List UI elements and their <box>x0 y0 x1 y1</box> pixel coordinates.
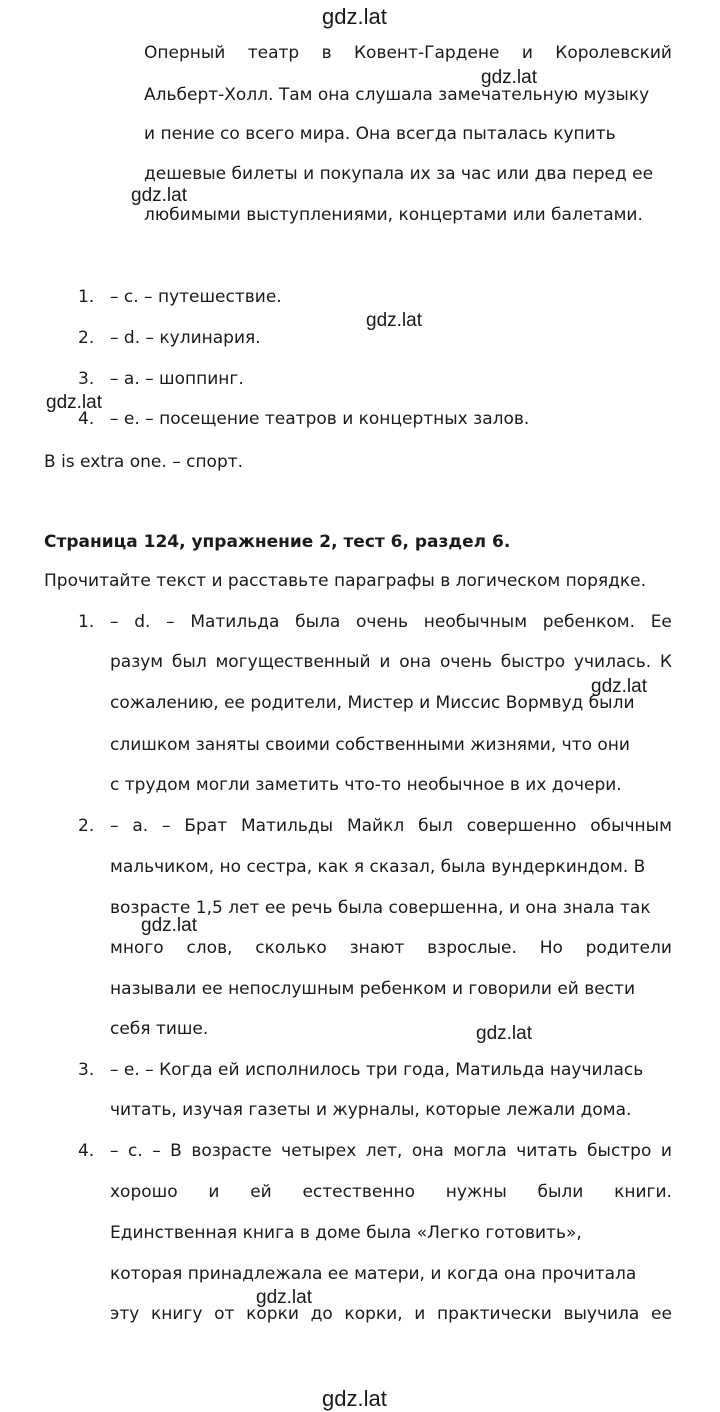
word: a. <box>132 816 149 836</box>
word: сколько <box>255 938 327 958</box>
section-instruction: Прочитайте текст и расставьте параграфы в логическом порядке. <box>44 571 647 591</box>
watermark: gdz.lat <box>476 1023 532 1044</box>
paragraph-line <box>110 1143 672 1160</box>
word: d. <box>134 612 151 632</box>
paragraph-line: называли ее непослушным ребенком и говорили ей вести <box>110 979 636 999</box>
word: и <box>660 1141 672 1161</box>
list-number: 3. <box>78 369 95 389</box>
word: Брат <box>184 816 228 836</box>
watermark: gdz.lat <box>322 4 387 29</box>
watermark: gdz.lat <box>46 392 102 413</box>
word: корки, <box>344 1304 403 1324</box>
watermark: gdz.lat <box>481 67 537 88</box>
word: естественно <box>302 1182 415 1202</box>
watermark: gdz.lat <box>591 676 647 697</box>
list-item: – e. – посещение театров и концертных залов. <box>110 409 530 429</box>
word: Но <box>539 938 563 958</box>
watermark: gdz.lat <box>131 185 187 206</box>
intro-line: любимыми выступлениями, концертами или балетами. <box>144 205 643 225</box>
paragraph-line: Единственная книга в доме была «Легко готовить», <box>110 1223 582 1243</box>
paragraph-line <box>110 818 672 835</box>
word: были <box>537 1182 584 1202</box>
paragraph-line: с трудом могли заметить что-то необычное в их дочери. <box>110 775 622 795</box>
word: обычным <box>590 816 672 836</box>
word: книги. <box>614 1182 672 1202</box>
word: – <box>162 816 171 836</box>
paragraph-line: себя тише. <box>110 1019 209 1039</box>
word: очень <box>439 652 492 672</box>
watermark: gdz.lat <box>141 915 197 936</box>
paragraph-line: мальчиком, но сестра, как я сказал, была вундеркиндом. В <box>110 857 646 877</box>
word: могла <box>453 1141 507 1161</box>
paragraph-line <box>110 654 672 671</box>
word: К <box>659 652 672 672</box>
paragraph-line <box>110 1306 672 1323</box>
paragraph-line: слишком заняты своими собственными жизнями, что они <box>110 735 630 755</box>
list-item: – d. – кулинария. <box>110 328 261 348</box>
word: и <box>521 43 533 63</box>
section-heading: Страница 124, упражнение 2, тест 6, раздел 6. <box>44 532 511 552</box>
word: театр <box>247 43 300 63</box>
word: до <box>310 1304 333 1324</box>
paragraph-line: – e. – Когда ей исполнилось три года, Матильда научилась <box>110 1060 644 1080</box>
word: лет, <box>365 1141 403 1161</box>
paragraph-line: читать, изучая газеты и журналы, которые лежали дома. <box>110 1100 632 1120</box>
word: В <box>170 1141 182 1161</box>
word: возрасте <box>191 1141 272 1161</box>
list-number: 4. <box>78 409 95 429</box>
word: c. <box>127 1141 143 1161</box>
watermark: gdz.lat <box>366 310 422 331</box>
word: практически <box>437 1304 552 1324</box>
word: много <box>110 938 164 958</box>
paragraph-line <box>110 614 672 631</box>
paragraph-line: сожалению, ее родители, Мистер и Миссис Вормвуд были <box>110 693 635 713</box>
word: слов, <box>186 938 233 958</box>
word: от <box>214 1304 235 1324</box>
word: четырех <box>281 1141 357 1161</box>
word: родители <box>585 938 672 958</box>
word: корки <box>246 1304 299 1324</box>
word: могущественный <box>215 652 371 672</box>
list-item: – c. – путешествие. <box>110 287 282 307</box>
list-number: 2. <box>78 328 95 348</box>
paragraph-line: возрасте 1,5 лет ее речь была совершенна, и она знала так <box>110 898 651 918</box>
word: – <box>110 612 119 632</box>
word: взрослые. <box>427 938 517 958</box>
list-number: 4. <box>78 1141 95 1161</box>
watermark: gdz.lat <box>322 1386 387 1411</box>
list-number: 2. <box>78 816 95 836</box>
paragraph-line <box>110 1184 672 1201</box>
word: знают <box>349 938 405 958</box>
word: училась. <box>573 652 652 672</box>
word: очень <box>356 612 409 632</box>
intro-line <box>144 45 672 62</box>
word: выучила <box>563 1304 640 1324</box>
word: и <box>379 652 391 672</box>
list-number: 3. <box>78 1060 95 1080</box>
word: быстро <box>587 1141 652 1161</box>
word: ее <box>651 1304 672 1324</box>
word: – <box>166 612 175 632</box>
watermark: gdz.lat <box>256 1287 312 1308</box>
word: эту <box>110 1304 140 1324</box>
word: необычным <box>423 612 528 632</box>
list-item: – a. – шоппинг. <box>110 369 244 389</box>
intro-line: и пение со всего мира. Она всегда пыталась купить <box>144 124 616 144</box>
word: Матильда <box>190 612 280 632</box>
list-number: 1. <box>78 612 95 632</box>
intro-line: дешевые билеты и покупала их за час или два перед ее <box>144 164 654 184</box>
word: читать <box>516 1141 578 1161</box>
word: ребенком. <box>542 612 635 632</box>
word: Матильды <box>240 816 334 836</box>
word: был <box>171 652 207 672</box>
word: она <box>411 1141 444 1161</box>
word: нужны <box>445 1182 507 1202</box>
intro-line: Альберт-Холл. Там она слушала замечательную музыку <box>144 85 650 105</box>
word: в <box>321 43 332 63</box>
extra-note: B is extra one. – спорт. <box>44 452 244 472</box>
word: был <box>418 816 453 836</box>
word: Оперный <box>144 43 226 63</box>
word: ей <box>250 1182 272 1202</box>
word: Майкл <box>346 816 405 836</box>
word: и <box>414 1304 426 1324</box>
word: совершенно <box>466 816 577 836</box>
word: – <box>110 816 119 836</box>
word: она <box>399 652 432 672</box>
word: разум <box>110 652 164 672</box>
word: хорошо <box>110 1182 178 1202</box>
word: Королевский <box>555 43 672 63</box>
paragraph-line <box>110 940 672 957</box>
word: Ковент-Гардене <box>353 43 500 63</box>
word: и <box>208 1182 220 1202</box>
word: – <box>152 1141 161 1161</box>
word: быстро <box>500 652 566 672</box>
word: – <box>110 1141 119 1161</box>
paragraph-line: которая принадлежала ее матери, и когда она прочитала <box>110 1264 637 1284</box>
word: Ее <box>650 612 672 632</box>
word: была <box>295 612 341 632</box>
word: книгу <box>150 1304 203 1324</box>
list-number: 1. <box>78 287 95 307</box>
